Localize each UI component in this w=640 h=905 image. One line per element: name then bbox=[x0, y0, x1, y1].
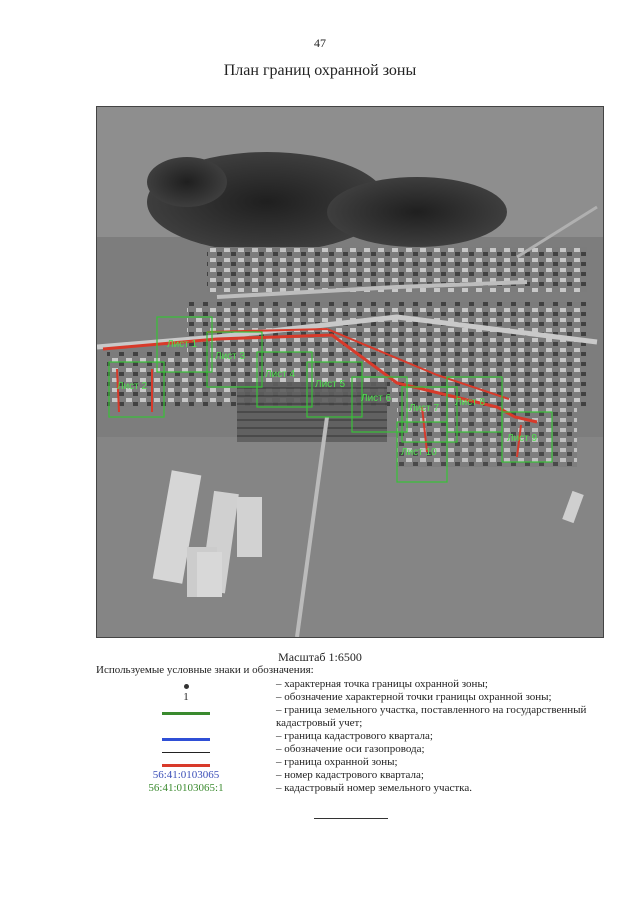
legend-label: – характерная точка границы охранной зоны; bbox=[276, 678, 488, 690]
parcel-number-sample: 56:41:0103065:1 bbox=[148, 782, 224, 794]
legend-label: – номер кадастрового квартала; bbox=[276, 769, 424, 781]
page-title: План границ охранной зоны bbox=[223, 62, 417, 79]
legend-label: – граница охранной зоны; bbox=[276, 756, 398, 768]
sheet-label-7: Лист 7 bbox=[409, 403, 440, 414]
aerial-map-image bbox=[97, 107, 603, 637]
sheet-label-1: Лист 1 bbox=[167, 339, 198, 350]
legend-label: – граница кадастрового квартала; bbox=[276, 730, 433, 742]
legend-row-quarter-number bbox=[96, 769, 606, 782]
sheet-label-9: Лист 9 bbox=[507, 433, 538, 444]
legend-label: – обозначение оси газопровода; bbox=[276, 743, 425, 755]
aerial-map bbox=[96, 106, 604, 638]
legend-row-pipeline-axis bbox=[96, 743, 606, 756]
footer-divider bbox=[314, 818, 388, 819]
legend-row-quarter-boundary bbox=[96, 730, 606, 743]
sheet-label-4: Лист 4 bbox=[265, 369, 296, 380]
legend-row-parcel-number bbox=[96, 782, 606, 795]
page-number: 47 bbox=[314, 36, 326, 50]
legend-row-point-label bbox=[96, 691, 606, 704]
legend-title: Используемые условные знаки и обозначения: bbox=[96, 664, 314, 676]
legend-label: – граница земельного участка, поставленного на государственный кадастровый учет; bbox=[276, 704, 587, 729]
legend-symbol-text: 1 bbox=[183, 691, 189, 703]
sheet-label-5: Лист 5 bbox=[315, 379, 346, 390]
quarter-number-sample: 56:41:0103065 bbox=[152, 769, 220, 781]
red-line-icon bbox=[162, 764, 210, 767]
legend-row-parcel-boundary bbox=[96, 704, 606, 730]
sheet-label-6: Лист 6 bbox=[361, 393, 392, 404]
blue-line-icon bbox=[162, 738, 210, 741]
legend bbox=[96, 678, 606, 795]
black-line-icon bbox=[162, 752, 210, 753]
map-scale: Масштаб 1:6500 bbox=[278, 650, 362, 664]
legend-label: – обозначение характерной точки границы охранной зоны; bbox=[276, 691, 552, 703]
sheet-label-8: Лист 8 bbox=[455, 397, 486, 408]
sheet-label-3: Лист 3 bbox=[215, 351, 246, 362]
sheet-label-2: Лист 2 bbox=[117, 381, 148, 392]
legend-row-point bbox=[96, 678, 606, 691]
sheet-label-10: Лист 10 bbox=[401, 447, 437, 458]
boundary-point-icon bbox=[184, 684, 189, 689]
legend-label: – кадастровый номер земельного участка. bbox=[276, 782, 472, 794]
legend-row-protection-zone bbox=[96, 756, 606, 769]
green-line-icon bbox=[162, 712, 210, 715]
